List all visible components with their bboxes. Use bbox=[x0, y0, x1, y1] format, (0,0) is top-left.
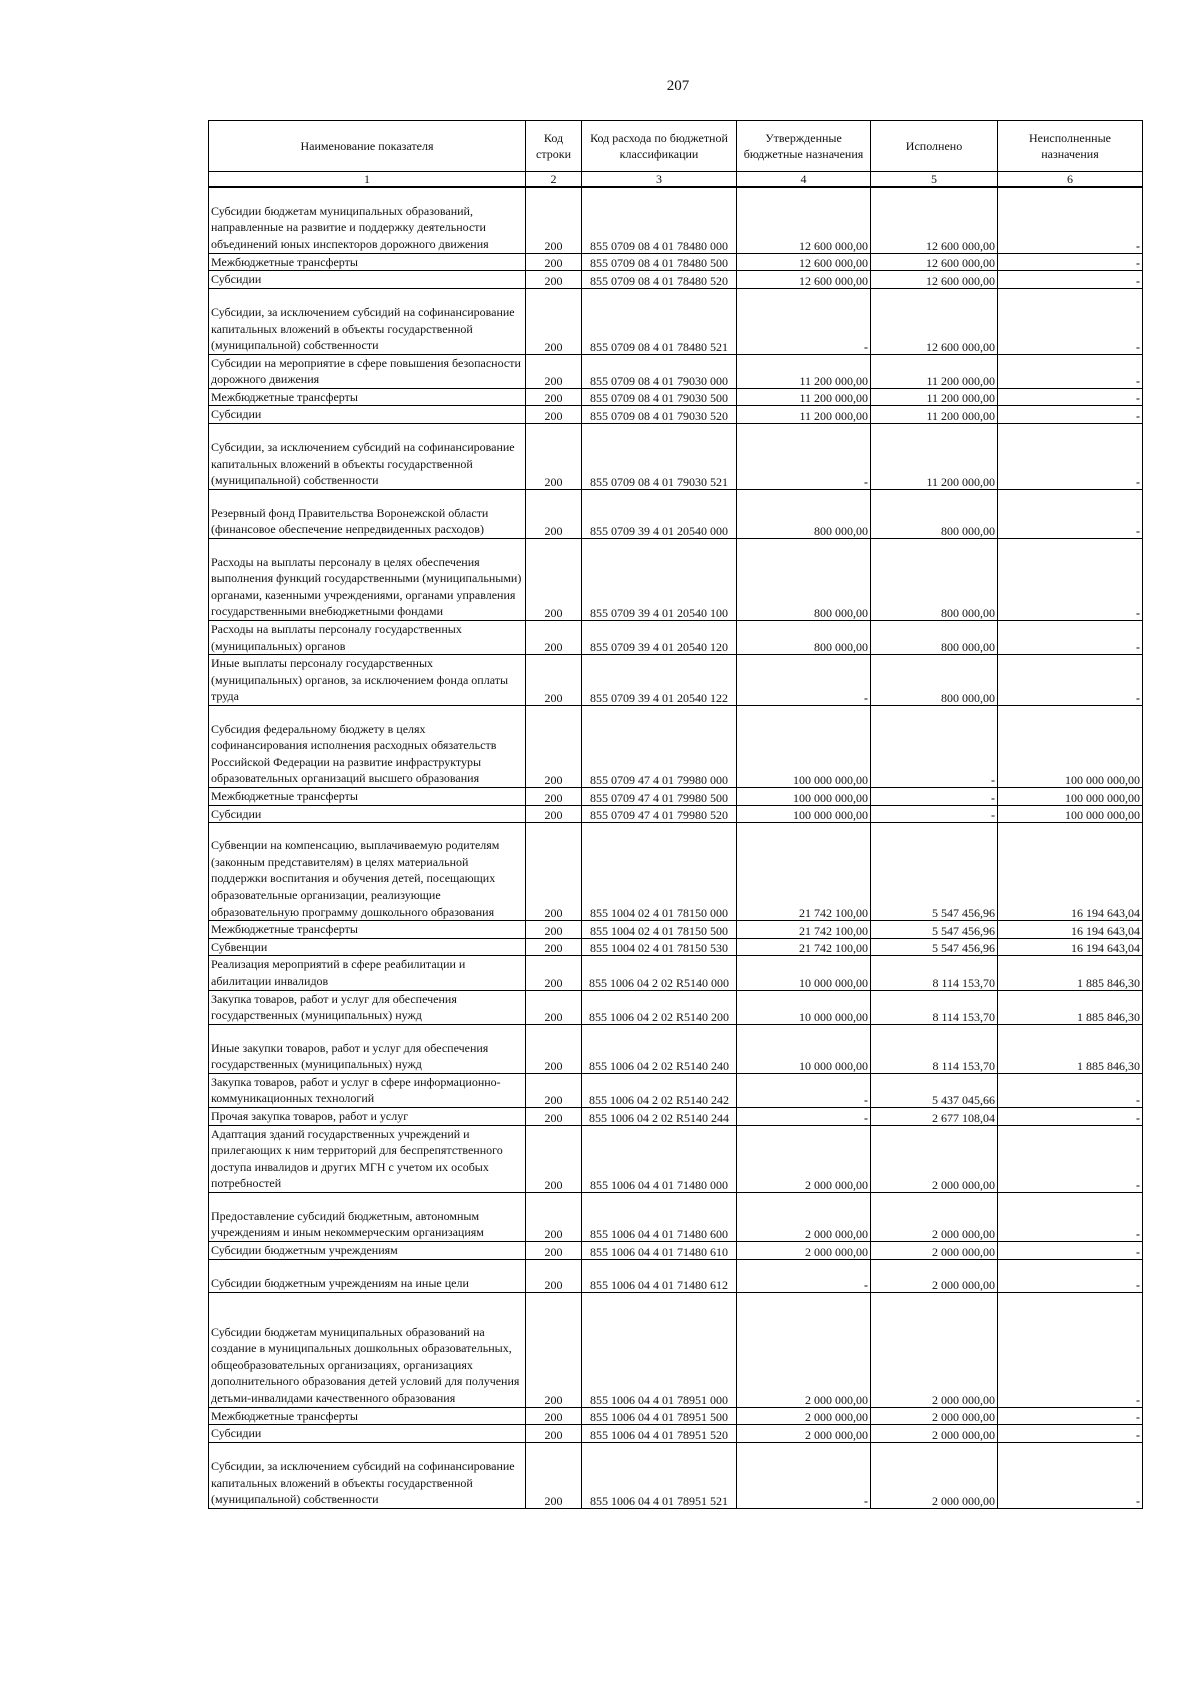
unexecuted-amount: - bbox=[998, 271, 1143, 289]
table-row bbox=[209, 655, 1143, 706]
column-number: 1 bbox=[209, 172, 526, 188]
column-number: 2 bbox=[526, 172, 582, 188]
row-name: Межбюджетные трансферты bbox=[209, 1407, 526, 1425]
row-code: 200 bbox=[526, 805, 582, 823]
table-row bbox=[209, 788, 1143, 806]
approved-amount: 12 600 000,00 bbox=[737, 253, 871, 271]
table-row bbox=[209, 406, 1143, 424]
unexecuted-amount: - bbox=[998, 1425, 1143, 1443]
row-code: 200 bbox=[526, 539, 582, 621]
executed-amount: 12 600 000,00 bbox=[871, 187, 998, 253]
unexecuted-amount: - bbox=[998, 288, 1143, 354]
approved-amount: 2 000 000,00 bbox=[737, 1241, 871, 1259]
unexecuted-amount: - bbox=[998, 253, 1143, 271]
row-name: Закупка товаров, работ и услуг в сфере информационно-коммуникационных технологий bbox=[209, 1073, 526, 1107]
row-name: Закупка товаров, работ и услуг для обеспечения государственных (муниципальных) нужд bbox=[209, 990, 526, 1024]
row-name: Реализация мероприятий в сфере реабилитации и абилитации инвалидов bbox=[209, 956, 526, 990]
row-code: 200 bbox=[526, 388, 582, 406]
unexecuted-amount: 1 885 846,30 bbox=[998, 956, 1143, 990]
table-row bbox=[209, 539, 1143, 621]
table-row bbox=[209, 1425, 1143, 1443]
row-code: 200 bbox=[526, 253, 582, 271]
budget-code: 855 0709 39 4 01 20540 122 bbox=[582, 655, 737, 706]
row-code: 200 bbox=[526, 424, 582, 490]
table-row bbox=[209, 1259, 1143, 1292]
row-code: 200 bbox=[526, 956, 582, 990]
executed-amount: - bbox=[871, 788, 998, 806]
unexecuted-amount: - bbox=[998, 1292, 1143, 1407]
approved-amount: 21 742 100,00 bbox=[737, 938, 871, 956]
executed-amount: 2 000 000,00 bbox=[871, 1125, 998, 1192]
header-unexecuted: Неисполненные назначения bbox=[998, 121, 1143, 172]
executed-amount: 2 000 000,00 bbox=[871, 1407, 998, 1425]
table-row bbox=[209, 956, 1143, 990]
executed-amount: 11 200 000,00 bbox=[871, 388, 998, 406]
approved-amount: 21 742 100,00 bbox=[737, 921, 871, 939]
row-name: Адаптация зданий государственных учреждений и прилегающих к ним территорий для беспрепятственного доступа инвалидов и других МГН с учетом их особых потребностей bbox=[209, 1125, 526, 1192]
budget-code: 855 1004 02 4 01 78150 530 bbox=[582, 938, 737, 956]
row-name: Субсидии bbox=[209, 805, 526, 823]
row-name: Субсидии, за исключением субсидий на софинансирование капитальных вложений в объекты государственной (муниципальной) собственности bbox=[209, 424, 526, 490]
unexecuted-amount: - bbox=[998, 388, 1143, 406]
row-code: 200 bbox=[526, 823, 582, 921]
budget-code: 855 1006 04 4 01 78951 521 bbox=[582, 1442, 737, 1508]
unexecuted-amount: - bbox=[998, 354, 1143, 388]
approved-amount: - bbox=[737, 655, 871, 706]
budget-code: 855 1006 04 2 02 R5140 200 bbox=[582, 990, 737, 1024]
executed-amount: 2 000 000,00 bbox=[871, 1292, 998, 1407]
table-row bbox=[209, 706, 1143, 788]
row-name: Субсидии бюджетам муниципальных образований на создание в муниципальных дошкольных образовательных, общеобразовательных организациях, организациях дополнительного образования детей условий для получения детьми-инвалидами качественного образования bbox=[209, 1292, 526, 1407]
row-code: 200 bbox=[526, 490, 582, 539]
header-executed: Исполнено bbox=[871, 121, 998, 172]
approved-amount: 2 000 000,00 bbox=[737, 1292, 871, 1407]
unexecuted-amount: - bbox=[998, 621, 1143, 655]
row-code: 200 bbox=[526, 271, 582, 289]
executed-amount: 12 600 000,00 bbox=[871, 271, 998, 289]
row-name: Субсидии bbox=[209, 406, 526, 424]
budget-code: 855 1006 04 4 01 78951 000 bbox=[582, 1292, 737, 1407]
column-number: 6 bbox=[998, 172, 1143, 188]
row-name: Иные выплаты персоналу государственных (муниципальных) органов, за исключением фонда оплаты труда bbox=[209, 655, 526, 706]
table-row bbox=[209, 1125, 1143, 1192]
executed-amount: 11 200 000,00 bbox=[871, 424, 998, 490]
approved-amount: 100 000 000,00 bbox=[737, 788, 871, 806]
executed-amount: 12 600 000,00 bbox=[871, 288, 998, 354]
approved-amount: 21 742 100,00 bbox=[737, 823, 871, 921]
budget-code: 855 1006 04 2 02 R5140 244 bbox=[582, 1107, 737, 1125]
table-row bbox=[209, 424, 1143, 490]
table-row bbox=[209, 1192, 1143, 1241]
executed-amount: 2 000 000,00 bbox=[871, 1241, 998, 1259]
approved-amount: - bbox=[737, 1073, 871, 1107]
executed-amount: - bbox=[871, 706, 998, 788]
column-number: 4 bbox=[737, 172, 871, 188]
approved-amount: - bbox=[737, 1259, 871, 1292]
approved-amount: 800 000,00 bbox=[737, 490, 871, 539]
header-budget-code: Код расхода по бюджетной классификации bbox=[582, 121, 737, 172]
row-code: 200 bbox=[526, 1425, 582, 1443]
row-code: 200 bbox=[526, 1192, 582, 1241]
row-name: Субвенции bbox=[209, 938, 526, 956]
table-row bbox=[209, 490, 1143, 539]
executed-amount: 2 000 000,00 bbox=[871, 1442, 998, 1508]
budget-code: 855 0709 08 4 01 79030 500 bbox=[582, 388, 737, 406]
approved-amount: 2 000 000,00 bbox=[737, 1425, 871, 1443]
approved-amount: 10 000 000,00 bbox=[737, 1024, 871, 1073]
row-code: 200 bbox=[526, 288, 582, 354]
row-code: 200 bbox=[526, 1407, 582, 1425]
unexecuted-amount: 1 885 846,30 bbox=[998, 1024, 1143, 1073]
table-row bbox=[209, 621, 1143, 655]
budget-code: 855 0709 08 4 01 78480 521 bbox=[582, 288, 737, 354]
header-row-code: Код строки bbox=[526, 121, 582, 172]
row-name: Субсидии бюджетным учреждениям bbox=[209, 1241, 526, 1259]
unexecuted-amount: - bbox=[998, 1125, 1143, 1192]
budget-code: 855 0709 39 4 01 20540 100 bbox=[582, 539, 737, 621]
approved-amount: 100 000 000,00 bbox=[737, 706, 871, 788]
row-name: Прочая закупка товаров, работ и услуг bbox=[209, 1107, 526, 1125]
approved-amount: 2 000 000,00 bbox=[737, 1192, 871, 1241]
budget-code: 855 1006 04 4 01 71480 612 bbox=[582, 1259, 737, 1292]
table-row bbox=[209, 805, 1143, 823]
unexecuted-amount: 100 000 000,00 bbox=[998, 788, 1143, 806]
row-code: 200 bbox=[526, 990, 582, 1024]
row-name: Субсидии, за исключением субсидий на софинансирование капитальных вложений в объекты государственной (муниципальной) собственности bbox=[209, 1442, 526, 1508]
approved-amount: - bbox=[737, 1107, 871, 1125]
budget-code: 855 0709 08 4 01 79030 000 bbox=[582, 354, 737, 388]
table-body bbox=[209, 187, 1143, 1508]
approved-amount: 11 200 000,00 bbox=[737, 388, 871, 406]
row-code: 200 bbox=[526, 1024, 582, 1073]
table-row bbox=[209, 823, 1143, 921]
budget-code: 855 1006 04 2 02 R5140 000 bbox=[582, 956, 737, 990]
table-row bbox=[209, 388, 1143, 406]
unexecuted-amount: - bbox=[998, 1192, 1143, 1241]
executed-amount: 5 547 456,96 bbox=[871, 823, 998, 921]
executed-amount: 2 000 000,00 bbox=[871, 1192, 998, 1241]
approved-amount: 11 200 000,00 bbox=[737, 354, 871, 388]
budget-code: 855 1004 02 4 01 78150 500 bbox=[582, 921, 737, 939]
row-code: 200 bbox=[526, 938, 582, 956]
row-code: 200 bbox=[526, 655, 582, 706]
approved-amount: 10 000 000,00 bbox=[737, 990, 871, 1024]
row-name: Субсидии на мероприятие в сфере повышения безопасности дорожного движения bbox=[209, 354, 526, 388]
approved-amount: 100 000 000,00 bbox=[737, 805, 871, 823]
row-code: 200 bbox=[526, 187, 582, 253]
unexecuted-amount: 16 194 643,04 bbox=[998, 823, 1143, 921]
row-name: Субсидии бюджетам муниципальных образований, направленные на развитие и поддержку деятельности объединений юных инспекторов дорожного движения bbox=[209, 187, 526, 253]
budget-code: 855 0709 08 4 01 79030 521 bbox=[582, 424, 737, 490]
budget-code: 855 1006 04 2 02 R5140 242 bbox=[582, 1073, 737, 1107]
row-name: Субсидии, за исключением субсидий на софинансирование капитальных вложений в объекты государственной (муниципальной) собственности bbox=[209, 288, 526, 354]
approved-amount: 12 600 000,00 bbox=[737, 271, 871, 289]
budget-code: 855 1006 04 4 01 71480 000 bbox=[582, 1125, 737, 1192]
row-name: Предоставление субсидий бюджетным, автономным учреждениям и иным некоммерческим организациям bbox=[209, 1192, 526, 1241]
unexecuted-amount: 100 000 000,00 bbox=[998, 706, 1143, 788]
unexecuted-amount: 1 885 846,30 bbox=[998, 990, 1143, 1024]
budget-code: 855 0709 39 4 01 20540 000 bbox=[582, 490, 737, 539]
budget-execution-table bbox=[208, 120, 1143, 1509]
approved-amount: - bbox=[737, 288, 871, 354]
table-row bbox=[209, 354, 1143, 388]
row-code: 200 bbox=[526, 406, 582, 424]
budget-code: 855 1006 04 4 01 78951 500 bbox=[582, 1407, 737, 1425]
approved-amount: 800 000,00 bbox=[737, 621, 871, 655]
row-code: 200 bbox=[526, 621, 582, 655]
executed-amount: 5 547 456,96 bbox=[871, 938, 998, 956]
header-name: Наименование показателя bbox=[209, 121, 526, 172]
unexecuted-amount: - bbox=[998, 1259, 1143, 1292]
column-number: 3 bbox=[582, 172, 737, 188]
budget-code: 855 0709 08 4 01 79030 520 bbox=[582, 406, 737, 424]
row-name: Субсидии бюджетным учреждениям на иные цели bbox=[209, 1259, 526, 1292]
approved-amount: 800 000,00 bbox=[737, 539, 871, 621]
unexecuted-amount: - bbox=[998, 1241, 1143, 1259]
row-name: Субсидии bbox=[209, 1425, 526, 1443]
executed-amount: 5 547 456,96 bbox=[871, 921, 998, 939]
row-code: 200 bbox=[526, 1073, 582, 1107]
approved-amount: 12 600 000,00 bbox=[737, 187, 871, 253]
executed-amount: 800 000,00 bbox=[871, 490, 998, 539]
table-row bbox=[209, 938, 1143, 956]
row-code: 200 bbox=[526, 1107, 582, 1125]
budget-code: 855 1004 02 4 01 78150 000 bbox=[582, 823, 737, 921]
unexecuted-amount: 16 194 643,04 bbox=[998, 921, 1143, 939]
budget-code: 855 1006 04 4 01 71480 600 bbox=[582, 1192, 737, 1241]
row-name: Субвенции на компенсацию, выплачиваемую родителям (законным представителям) в целях материальной поддержки воспитания и обучения детей, посещающих образовательные организации, реализующие образовательную программу дошкольного образования bbox=[209, 823, 526, 921]
column-number: 5 bbox=[871, 172, 998, 188]
column-number-row bbox=[209, 172, 1143, 188]
budget-code: 855 0709 47 4 01 79980 500 bbox=[582, 788, 737, 806]
table-row bbox=[209, 1024, 1143, 1073]
table-row bbox=[209, 1241, 1143, 1259]
approved-amount: - bbox=[737, 1442, 871, 1508]
executed-amount: 5 437 045,66 bbox=[871, 1073, 998, 1107]
unexecuted-amount: - bbox=[998, 424, 1143, 490]
budget-code: 855 0709 08 4 01 78480 000 bbox=[582, 187, 737, 253]
page-number: 207 bbox=[666, 78, 690, 94]
unexecuted-amount: 100 000 000,00 bbox=[998, 805, 1143, 823]
unexecuted-amount: 16 194 643,04 bbox=[998, 938, 1143, 956]
executed-amount: 8 114 153,70 bbox=[871, 990, 998, 1024]
executed-amount: 2 677 108,04 bbox=[871, 1107, 998, 1125]
table-row bbox=[209, 1107, 1143, 1125]
table-row bbox=[209, 921, 1143, 939]
executed-amount: 8 114 153,70 bbox=[871, 956, 998, 990]
budget-code: 855 1006 04 4 01 71480 610 bbox=[582, 1241, 737, 1259]
table-row bbox=[209, 990, 1143, 1024]
row-name: Межбюджетные трансферты bbox=[209, 253, 526, 271]
row-code: 200 bbox=[526, 1442, 582, 1508]
executed-amount: 8 114 153,70 bbox=[871, 1024, 998, 1073]
budget-code: 855 1006 04 2 02 R5140 240 bbox=[582, 1024, 737, 1073]
row-name: Расходы на выплаты персоналу государственных (муниципальных) органов bbox=[209, 621, 526, 655]
row-code: 200 bbox=[526, 921, 582, 939]
row-name: Иные закупки товаров, работ и услуг для обеспечения государственных (муниципальных) нужд bbox=[209, 1024, 526, 1073]
budget-code: 855 0709 08 4 01 78480 520 bbox=[582, 271, 737, 289]
row-name: Межбюджетные трансферты bbox=[209, 921, 526, 939]
approved-amount: 11 200 000,00 bbox=[737, 406, 871, 424]
header-approved: Утвержденные бюджетные назначения bbox=[737, 121, 871, 172]
row-code: 200 bbox=[526, 1292, 582, 1407]
table-row bbox=[209, 187, 1143, 253]
row-code: 200 bbox=[526, 1125, 582, 1192]
executed-amount: - bbox=[871, 805, 998, 823]
row-name: Межбюджетные трансферты bbox=[209, 388, 526, 406]
row-name: Расходы на выплаты персоналу в целях обеспечения выполнения функций государственными (муниципальными) органами, казенными учреждениями, органами управления государственными внебюджетными фондами bbox=[209, 539, 526, 621]
executed-amount: 12 600 000,00 bbox=[871, 253, 998, 271]
table-row bbox=[209, 1407, 1143, 1425]
table-row bbox=[209, 253, 1143, 271]
approved-amount: - bbox=[737, 424, 871, 490]
executed-amount: 800 000,00 bbox=[871, 539, 998, 621]
row-code: 200 bbox=[526, 1241, 582, 1259]
row-name: Межбюджетные трансферты bbox=[209, 788, 526, 806]
unexecuted-amount: - bbox=[998, 1107, 1143, 1125]
row-name: Субсидия федеральному бюджету в целях софинансирования исполнения расходных обязательств Российской Федерации на развитие инфраструктуры образовательных организаций высшего образования bbox=[209, 706, 526, 788]
budget-code: 855 0709 47 4 01 79980 520 bbox=[582, 805, 737, 823]
table-row bbox=[209, 271, 1143, 289]
table-header-row bbox=[209, 121, 1143, 172]
unexecuted-amount: - bbox=[998, 1442, 1143, 1508]
table-row bbox=[209, 1442, 1143, 1508]
budget-code: 855 1006 04 4 01 78951 520 bbox=[582, 1425, 737, 1443]
executed-amount: 2 000 000,00 bbox=[871, 1259, 998, 1292]
row-name: Субсидии bbox=[209, 271, 526, 289]
unexecuted-amount: - bbox=[998, 187, 1143, 253]
table-row bbox=[209, 1073, 1143, 1107]
row-code: 200 bbox=[526, 706, 582, 788]
row-code: 200 bbox=[526, 1259, 582, 1292]
approved-amount: 2 000 000,00 bbox=[737, 1407, 871, 1425]
executed-amount: 2 000 000,00 bbox=[871, 1425, 998, 1443]
unexecuted-amount: - bbox=[998, 490, 1143, 539]
budget-code: 855 0709 39 4 01 20540 120 bbox=[582, 621, 737, 655]
table-row bbox=[209, 1292, 1143, 1407]
executed-amount: 11 200 000,00 bbox=[871, 406, 998, 424]
table-row bbox=[209, 288, 1143, 354]
unexecuted-amount: - bbox=[998, 655, 1143, 706]
executed-amount: 11 200 000,00 bbox=[871, 354, 998, 388]
approved-amount: 10 000 000,00 bbox=[737, 956, 871, 990]
unexecuted-amount: - bbox=[998, 1407, 1143, 1425]
unexecuted-amount: - bbox=[998, 539, 1143, 621]
row-name: Резервный фонд Правительства Воронежской области (финансовое обеспечение непредвиденных расходов) bbox=[209, 490, 526, 539]
row-code: 200 bbox=[526, 354, 582, 388]
budget-code: 855 0709 47 4 01 79980 000 bbox=[582, 706, 737, 788]
executed-amount: 800 000,00 bbox=[871, 655, 998, 706]
approved-amount: 2 000 000,00 bbox=[737, 1125, 871, 1192]
budget-code: 855 0709 08 4 01 78480 500 bbox=[582, 253, 737, 271]
row-code: 200 bbox=[526, 788, 582, 806]
unexecuted-amount: - bbox=[998, 1073, 1143, 1107]
executed-amount: 800 000,00 bbox=[871, 621, 998, 655]
unexecuted-amount: - bbox=[998, 406, 1143, 424]
